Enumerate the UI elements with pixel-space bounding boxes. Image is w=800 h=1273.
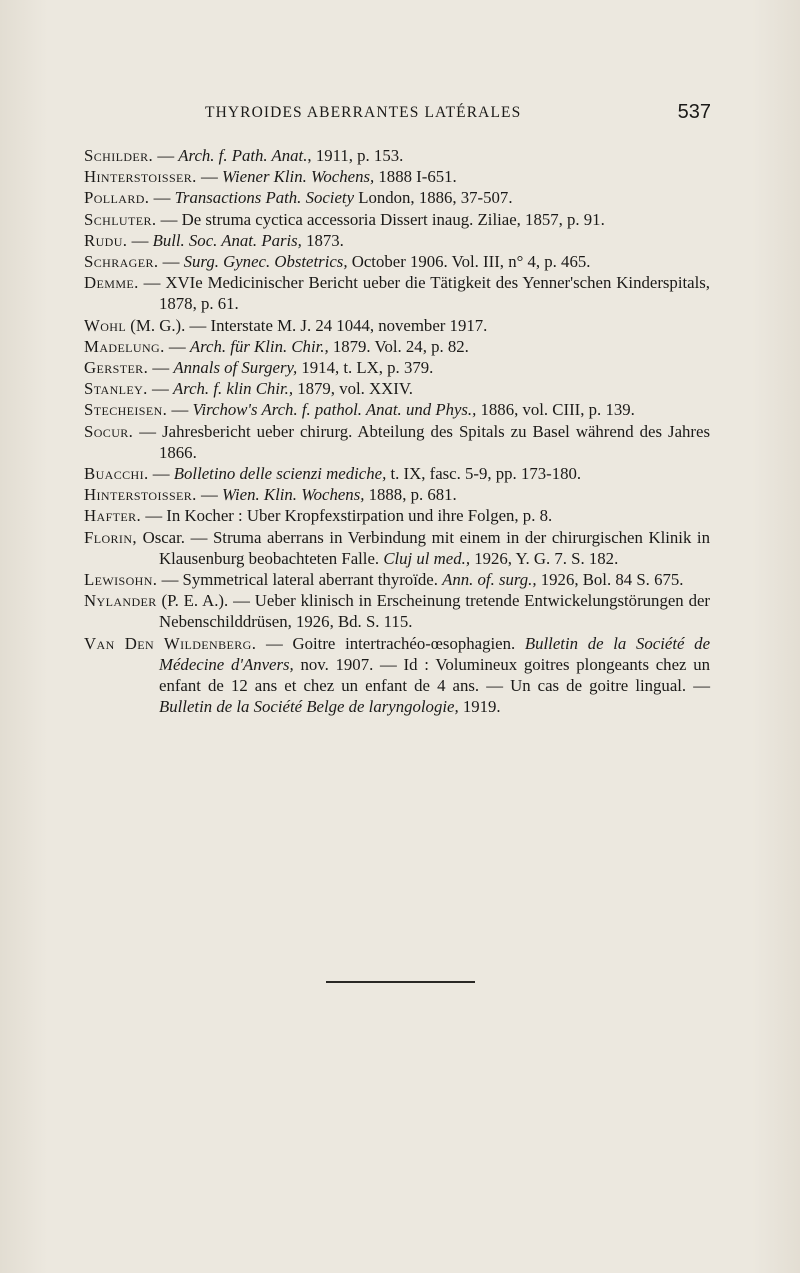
page-number: 537	[677, 101, 711, 123]
reference-source-title: Cluj ul med.,	[383, 548, 471, 568]
reference-text: October 1906. Vol. III, n° 4, p. 465.	[347, 252, 591, 272]
reference-text: — Symmetrical lateral aberrant thyroïde.	[157, 570, 443, 590]
reference-text: 1888, p. 681.	[364, 485, 457, 505]
reference-text: 1926, Bol. 84 S. 675.	[536, 570, 684, 590]
reference-author: Schrager.	[84, 252, 159, 272]
reference-author: Rudu.	[84, 230, 128, 250]
reference-text: — De struma cyctica accessoria Dissert inaug. Ziliae, 1857, p. 91.	[156, 209, 605, 229]
reference-author: Schilder.	[84, 146, 154, 165]
running-title: THYROIDES ABERRANTES LATÉRALES	[205, 104, 522, 121]
reference-text: — In Kocher : Uber Kropfexstirpation und ihre Folgen, p. 8.	[141, 506, 553, 526]
reference-entry	[84, 590, 710, 632]
reference-text: 1873.	[301, 230, 344, 250]
end-rule	[326, 981, 475, 983]
reference-author: Hinterstoisser.	[84, 485, 197, 505]
bibliography-list	[84, 145, 710, 717]
reference-author: Buacchi.	[84, 464, 149, 484]
reference-author: Gerster.	[84, 358, 149, 378]
reference-text: — XVIe Medicinischer Bericht ueber die Tätigkeit des Yenner'schen Kinderspitals, 1878, p. 61.	[138, 273, 710, 314]
reference-entry	[84, 145, 710, 166]
reference-entry	[84, 251, 710, 272]
reference-entry	[84, 166, 710, 187]
reference-source-title: Bull. Soc. Anat. Paris,	[152, 230, 302, 250]
reference-text: 1914, t. LX, p. 379.	[297, 358, 434, 378]
reference-entry	[84, 378, 710, 399]
reference-text: 1919.	[458, 697, 501, 717]
reference-source-title: Wiener Klin. Wochens,	[221, 167, 375, 187]
reference-entry	[84, 505, 710, 526]
reference-text: —	[148, 358, 174, 378]
reference-text: —	[147, 379, 173, 399]
reference-text: 1886, vol. CIII, p. 139.	[476, 400, 635, 420]
reference-entry	[84, 336, 710, 357]
reference-text: t. IX, fasc. 5-9, pp. 173-180.	[386, 464, 582, 484]
reference-author: Van Den Wildenberg.	[84, 633, 257, 653]
reference-source-title: Bulletin de la Société de Médecine d'Anvers,	[159, 633, 711, 674]
reference-text: —	[164, 336, 190, 356]
reference-author: Schluter.	[84, 209, 157, 229]
reference-source-title: Annals of Surgery,	[173, 358, 298, 378]
reference-entry	[84, 421, 710, 463]
reference-text: 1879. Vol. 24, p. 82.	[328, 336, 469, 356]
reference-entry	[84, 399, 710, 420]
reference-text: — Goitre intertrachéo-œsophagien.	[256, 633, 525, 653]
reference-source-title: Arch. für Klin. Chir.,	[189, 336, 329, 356]
reference-source-title: Transactions Path. Society	[174, 188, 355, 208]
reference-text: —	[153, 146, 179, 165]
reference-source-title: Wien. Klin. Wochens,	[221, 485, 365, 505]
reference-source-title: Ann. of. surg.,	[442, 570, 537, 590]
reference-text: 1888 I-651.	[374, 167, 457, 187]
reference-text: 1879, vol. XXIV.	[293, 379, 414, 399]
reference-text: —	[167, 400, 193, 420]
reference-source-title: Surg. Gynec. Obstetrics,	[183, 252, 348, 272]
reference-author: Pollard.	[84, 188, 150, 208]
reference-author: Madelung.	[84, 336, 165, 356]
reference-entry	[84, 209, 710, 230]
reference-text: London, 1886, 37-507.	[354, 188, 513, 208]
reference-entry	[84, 357, 710, 378]
reference-entry	[84, 463, 710, 484]
reference-text: —	[196, 485, 222, 505]
reference-author: Florin,	[84, 527, 137, 547]
reference-entry	[84, 230, 710, 251]
reference-entry	[84, 187, 710, 208]
reference-author: Hafter.	[84, 506, 142, 526]
reference-source-title: Arch. f. klin Chir.,	[172, 379, 294, 399]
reference-author: Socur.	[84, 421, 134, 441]
reference-source-title: Bolletino delle scienzi mediche,	[173, 464, 387, 484]
reference-entry	[84, 527, 710, 569]
reference-author: Hinterstoisser.	[84, 167, 197, 187]
reference-text: 1926, Y. G. 7. S. 182.	[470, 548, 619, 568]
reference-entry	[84, 484, 710, 505]
reference-author: Wohl	[84, 315, 127, 335]
reference-author: Lewisohn.	[84, 570, 158, 590]
reference-text: —	[127, 230, 153, 250]
reference-text: , 1911, p. 153.	[307, 146, 404, 165]
reference-author: Stecheisen.	[84, 400, 168, 420]
reference-text: — Jahresbericht ueber chirurg. Abteilung des Spitals zu Basel während des Jahres 1866.	[133, 421, 710, 462]
reference-text: —	[149, 188, 175, 208]
reference-text: Oscar. — Struma aberrans in Verbindung mit einem in der chirurgischen Klinik in Klausenburg beobachteten Falle.	[137, 527, 710, 568]
reference-author: Nylander	[84, 591, 157, 611]
reference-author: Stanley.	[84, 379, 148, 399]
reference-text: nov. 1907. — Id : Volumineux goitres plongeants chez un enfant de 12 ans et chez un enfant de 4 ans. — Un cas de goitre lingual. —	[159, 654, 710, 696]
reference-author: Demme.	[84, 273, 139, 293]
reference-entry	[84, 633, 710, 718]
reference-entry	[84, 569, 710, 590]
reference-text: —	[158, 252, 184, 272]
reference-text: —	[148, 464, 174, 484]
reference-entry	[84, 315, 710, 336]
reference-source-title: Bulletin de la Société Belge de laryngologie,	[159, 697, 459, 717]
reference-source-title: Arch. f. Path. Anat.	[178, 146, 308, 165]
page-header	[205, 101, 711, 128]
reference-text: (P. E. A.). — Ueber klinisch in Erscheinung tretende Entwickelungstörungen der Nebenschilddrüsen, 1926, Bd. S. 115.	[156, 591, 710, 632]
reference-text: —	[196, 167, 222, 187]
reference-entry	[84, 272, 710, 314]
reference-text: (M. G.). — Interstate M. J. 24 1044, november 1917.	[126, 315, 488, 335]
reference-source-title: Virchow's Arch. f. pathol. Anat. und Phys.,	[192, 400, 477, 420]
